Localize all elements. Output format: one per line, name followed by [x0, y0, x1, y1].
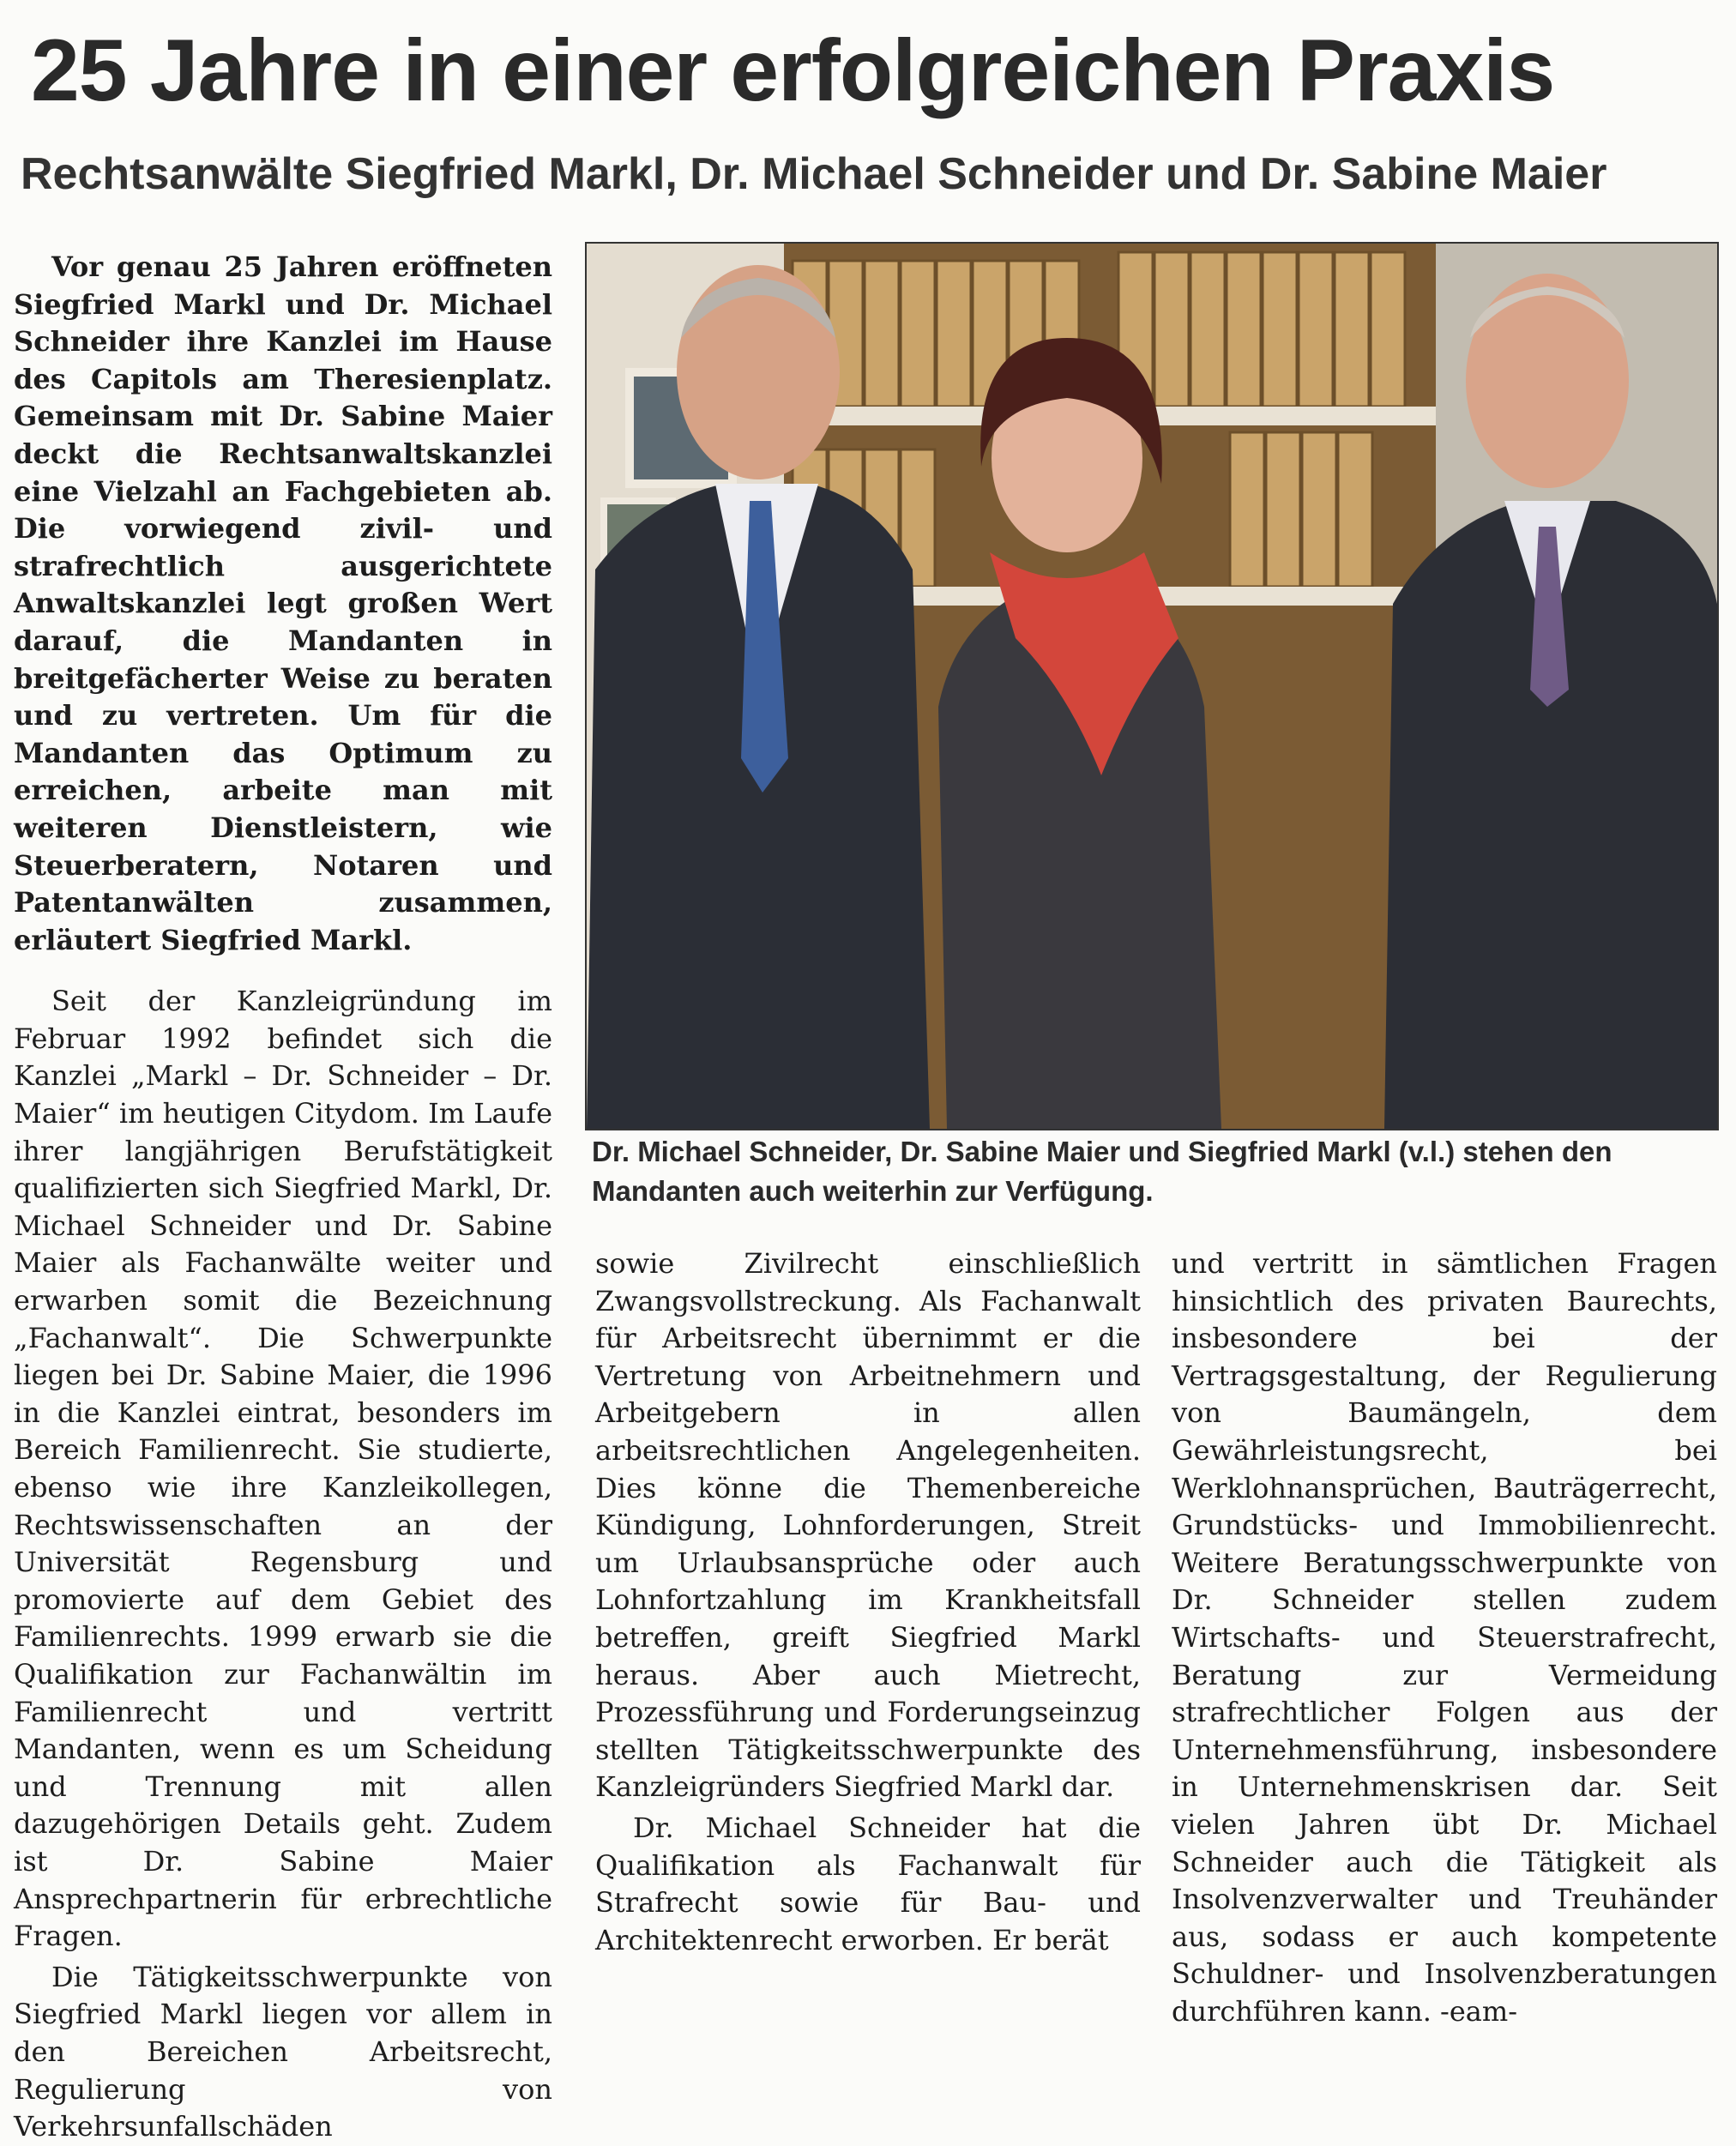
article-paragraph: Die Tätigkeitsschwerpunkte von Siegfried Markl liegen vor allem in den Bereichen Arbeitsrecht, Regulierung von Verkehrsunfallschäden	[14, 1960, 552, 2143]
photo-illustration	[587, 244, 1717, 1129]
article-paragraph: und vertritt in sämtlichen Fragen hinsichtlich des privaten Baurechts, insbesondere bei der Vertragsgestaltung, der Regulierung von Baumängeln, dem Gewährleistungsrecht, bei Werklohnansprüchen, Bauträgerrecht, Grundstücks- und Immobilienrecht. Weitere Beratungsschwerpunkte von Dr. Schneider stellen zudem Wirtschafts- und Steuerstrafrecht, Beratung zur Vermeidung strafrechtlicher Folgen aus der Unternehmensführung, insbesondere in Unternehmenskrisen dar. Seit vielen Jahren übt Dr. Michael Schneider auch die Tätigkeit als Insolvenzverwalter und Treuhänder aus, sodass er auch kompetente Schuldner- und Insolvenzberatungen durchführen kann. -eam-	[1172, 1247, 1717, 2028]
photo-caption: Dr. Michael Schneider, Dr. Sabine Maier und Siegfried Markl (v.l.) stehen den Mandanten auch weiterhin zur Verfügung.	[592, 1136, 1612, 1207]
article-lead: Vor genau 25 Jahren eröffneten Siegfried Markl und Dr. Michael Schneider ihre Kanzlei im Hause des Capitols am Theresienplatz. Gemeinsam mit Dr. Sabine Maier deckt die Rechtsanwaltskanzlei eine Vielzahl an Fachgebieten ab. Die vorwiegend zivil- und strafrechtlich ausgerichtete Anwaltskanzlei legt großen Wert darauf, die Mandanten in breitgefächerter Weise zu beraten und zu vertreten. Um für die Mandanten das Optimum zu erreichen, arbeite man mit weiteren Dienstleistern, wie Steuerberatern, Notaren und Patentanwälten zusammen, erläutert Siegfried Markl.	[14, 250, 552, 956]
article-headline: 25 Jahre in einer erfolgreichen Praxis	[31, 21, 1555, 119]
article-paragraph: Dr. Michael Schneider hat die Qualifikation als Fachanwalt für Strafrecht sowie für Bau- und Architektenrecht erworben. Er berät	[595, 1811, 1141, 1956]
article-paragraph: Seit der Kanzleigründung im Februar 1992 befindet sich die Kanzlei „Markl – Dr. Schneider – Dr. Maier“ im heutigen Citydom. Im Laufe ihrer langjährigen Berufstätigkeit qualifizierten sich Siegfried Markl, Dr. Michael Schneider und Dr. Sabine Maier als Fachanwälte weiter und erwarben somit die Bezeichnung „Fachanwalt“. Die Schwerpunkte liegen bei Dr. Sabine Maier, die 1996 in die Kanzlei eintrat, besonders im Bereich Familienrecht. Sie studierte, ebenso wie ihre Kanzleikollegen, Rechtswissenschaften an der Universität Regensburg und promovierte auf dem Gebiet des Familienrechts. 1999 erwarb sie die Qualifikation zur Fachanwältin im Familienrecht und vertritt Mandanten, wenn es um Scheidung und Trennung mit allen dazugehörigen Details geht. Zudem ist Dr. Sabine Maier Ansprechpartnerin für erbrechtliche Fragen.	[14, 985, 553, 1953]
article-paragraph: sowie Zivilrecht einschließlich Zwangsvollstreckung. Als Fachanwalt für Arbeitsrecht übernimmt er die Vertretung von Arbeitnehmern und Arbeitgebern in allen arbeitsrechtlichen Angelegenheiten. Dies könne die Themenbereiche Kündigung, Lohnforderungen, Streit um Urlaubsansprüche oder auch Lohnfortzahlung im Krankheitsfall betreffen, greift Siegfried Markl heraus. Aber auch Mietrecht, Prozessführung und Forderungseinzug stellten Tätigkeitsschwerpunkte des Kanzleigründers Siegfried Markl dar.	[595, 1247, 1141, 1804]
article-column-1	[14, 249, 552, 2146]
article-column-3	[1172, 1245, 1717, 2030]
group-portrait-photo	[585, 242, 1719, 1130]
article-subheadline: Rechtsanwälte Siegfried Markl, Dr. Michael Schneider und Dr. Sabine Maier	[21, 149, 1607, 199]
article-column-2	[595, 1245, 1141, 1959]
